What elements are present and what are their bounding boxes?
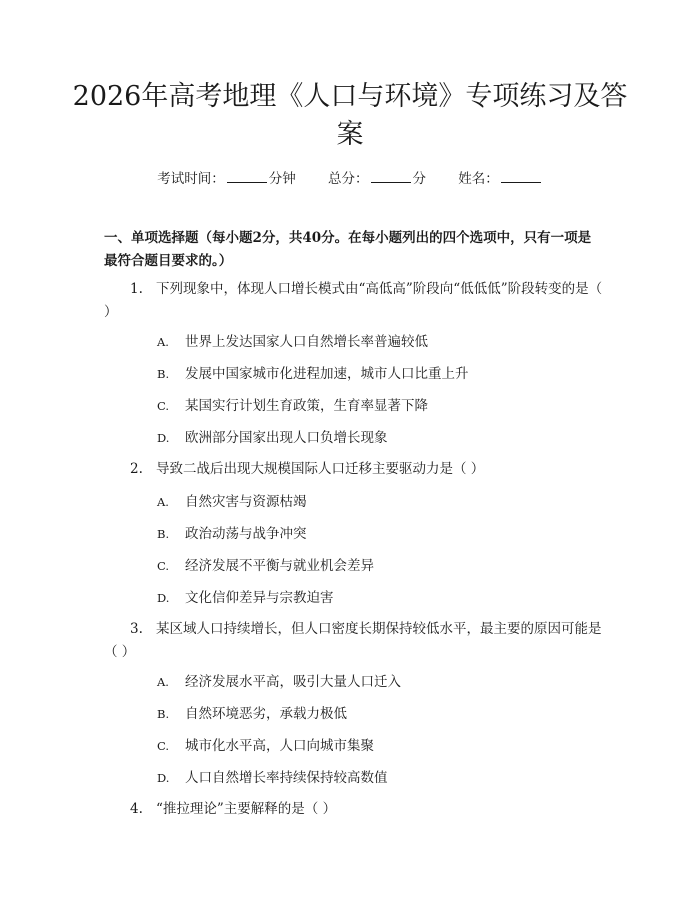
- question-2: [104, 458, 604, 481]
- option-1c: [157, 396, 597, 416]
- question-number: 2.: [130, 461, 143, 477]
- option-letter: D.: [157, 431, 170, 445]
- document-title: 2026年高考地理《人口与环境》专项练习及答案: [72, 81, 628, 150]
- name-label: 姓名：: [458, 171, 499, 187]
- option-letter: A.: [157, 495, 169, 509]
- option-3a: [157, 672, 597, 692]
- option-3d: [157, 768, 597, 788]
- option-2b: [157, 524, 597, 544]
- option-2c: [157, 556, 597, 576]
- option-text: 欧洲部分国家出现人口负增长现象: [185, 430, 388, 446]
- option-text: 人口自然增长率持续保持较高数值: [185, 770, 388, 786]
- option-letter: D.: [157, 771, 170, 785]
- option-text: 某国实行计划生育政策，生育率显著下降: [185, 398, 428, 414]
- question-number: 3.: [130, 621, 143, 637]
- option-letter: B.: [157, 367, 170, 381]
- option-text: 经济发展不平衡与就业机会差异: [185, 558, 374, 574]
- question-text: 下列现象中，体现人口增长模式由“高低高”阶段向“低低低”阶段转变的是（ ）: [104, 281, 603, 320]
- question-text: “推拉理论”主要解释的是（ ）: [156, 801, 337, 817]
- exam-time: [157, 168, 296, 189]
- option-3b: [157, 704, 597, 724]
- time-label: 考试时间：: [157, 171, 225, 187]
- section-heading: 一、单项选择题（每小题2分，共40分。在每小题列出的四个选项中，只有一项是最符合题目要求的。）: [104, 230, 592, 269]
- name-blank: [501, 168, 541, 183]
- question-4: [104, 798, 604, 821]
- score-label: 总分：: [328, 171, 369, 187]
- question-3: [104, 618, 604, 664]
- option-text: 政治动荡与战争冲突: [185, 526, 307, 542]
- time-unit: 分钟: [268, 171, 296, 187]
- option-text: 世界上发达国家人口自然增长率普遍较低: [185, 334, 428, 350]
- option-1a: [157, 332, 597, 352]
- option-text: 城市化水平高，人口向城市集聚: [185, 738, 374, 754]
- option-letter: B.: [157, 707, 170, 721]
- option-letter: C.: [157, 559, 170, 573]
- option-text: 自然环境恶劣，承载力极低: [185, 706, 347, 722]
- option-letter: B.: [157, 527, 170, 541]
- option-1b: [157, 364, 597, 384]
- option-letter: C.: [157, 399, 170, 413]
- time-blank: [227, 168, 267, 183]
- option-2a: [157, 492, 597, 512]
- option-letter: D.: [157, 591, 170, 605]
- option-2d: [157, 588, 597, 608]
- option-text: 经济发展水平高，吸引大量人口迁入: [185, 674, 401, 690]
- question-text: 某区域人口持续增长，但人口密度长期保持较低水平，最主要的原因可能是（ ）: [104, 621, 602, 660]
- exam-score: [328, 168, 426, 189]
- option-1d: [157, 428, 597, 448]
- exam-meta: [0, 168, 700, 189]
- option-3c: [157, 736, 597, 756]
- option-letter: C.: [157, 739, 170, 753]
- score-unit: 分: [412, 171, 426, 187]
- score-blank: [371, 168, 411, 183]
- question-text: 导致二战后出现大规模国际人口迁移主要驱动力是（ ）: [156, 461, 485, 477]
- question-1: [104, 278, 604, 324]
- exam-name: [458, 168, 543, 189]
- option-text: 自然灾害与资源枯竭: [185, 494, 307, 510]
- option-letter: A.: [157, 675, 169, 689]
- option-text: 发展中国家城市化进程加速，城市人口比重上升: [185, 366, 469, 382]
- question-number: 4.: [130, 801, 143, 817]
- option-text: 文化信仰差异与宗教迫害: [185, 590, 334, 606]
- question-number: 1.: [130, 281, 143, 297]
- option-letter: A.: [157, 335, 169, 349]
